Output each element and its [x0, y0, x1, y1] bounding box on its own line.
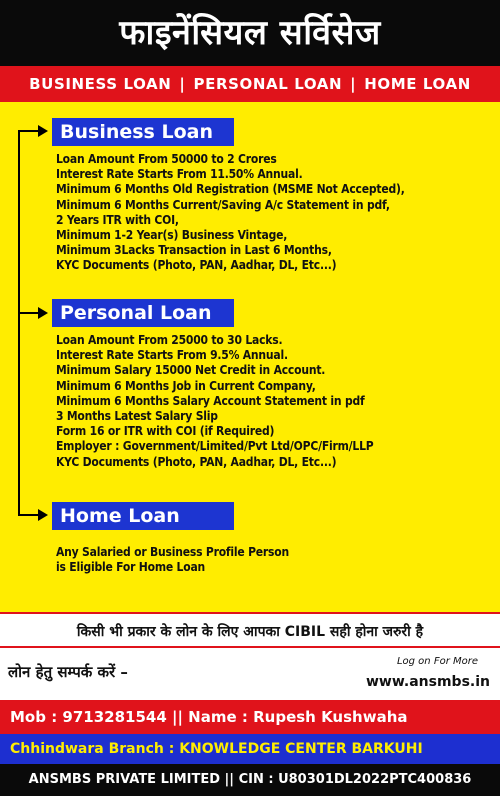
- cibil-note: किसी भी प्रकार के लोन के लिए आपका CIBIL सही होना जरुरी है: [0, 612, 500, 648]
- detail-line: Loan Amount From 50000 to 2 Crores: [56, 152, 277, 166]
- separator: |: [350, 75, 357, 93]
- header-title: फाइनेंसियल सर्विसेज: [0, 0, 500, 66]
- detail-line: Minimum 1-2 Year(s) Business Vintage,: [56, 228, 288, 243]
- section-title-personal-loan: Personal Loan: [52, 299, 234, 327]
- personal-loan-details: [56, 333, 373, 470]
- detail-line: Any Salaried or Business Profile Person: [56, 545, 289, 559]
- arrow-right-icon: [38, 307, 48, 319]
- connector-branch: [18, 130, 40, 132]
- contact-label: लोन हेतु सम्पर्क करें –: [8, 663, 128, 681]
- arrow-right-icon: [38, 509, 48, 521]
- branch-info: Chhindwara Branch : KNOWLEDGE CENTER BARKUHI: [0, 734, 500, 764]
- detail-line: Form 16 or ITR with COI (if Required): [56, 424, 275, 439]
- connector-branch: [18, 514, 40, 516]
- detail-line: Interest Rate Starts From 11.50% Annual.: [56, 167, 303, 182]
- connector-line: [18, 130, 20, 514]
- service-business-loan: BUSINESS LOAN: [29, 75, 172, 93]
- detail-line: 2 Years ITR with COI,: [56, 212, 179, 227]
- detail-line: Minimum 3Lacks Transaction in Last 6 Months,: [56, 243, 332, 258]
- website-link[interactable]: www.ansmbs.in: [366, 674, 490, 690]
- detail-line: Minimum 6 Months Old Registration (MSME Not Accepted),: [56, 182, 405, 197]
- loan-details-panel: [0, 102, 500, 612]
- detail-line: Minimum 6 Months Current/Saving A/c Statement in pdf,: [56, 197, 390, 212]
- detail-line: Minimum 6 Months Salary Account Statement in pdf: [56, 393, 365, 408]
- mobile-contact: Mob : 9713281544 || Name : Rupesh Kushwaha: [0, 700, 500, 734]
- arrow-right-icon: [38, 125, 48, 137]
- detail-line: is Eligible For Home Loan: [56, 560, 206, 575]
- detail-line: Minimum 6 Months Job in Current Company,: [56, 378, 316, 393]
- home-loan-details: [56, 545, 289, 575]
- section-title-business-loan: Business Loan: [52, 118, 234, 146]
- detail-line: Minimum Salary 15000 Net Credit in Account.: [56, 363, 326, 378]
- contact-area: [0, 648, 500, 700]
- connector-branch: [18, 312, 40, 314]
- detail-line: Loan Amount From 25000 to 30 Lacks.: [56, 333, 283, 347]
- detail-line: KYC Documents (Photo, PAN, Aadhar, DL, Etc...): [56, 258, 337, 273]
- service-home-loan: HOME LOAN: [364, 75, 471, 93]
- log-on-text: Log on For More: [396, 656, 478, 667]
- detail-line: Interest Rate Starts From 9.5% Annual.: [56, 348, 288, 363]
- detail-line: 3 Months Latest Salary Slip: [56, 409, 218, 424]
- company-cin: ANSMBS PRIVATE LIMITED || CIN : U80301DL2022PTC400836: [0, 764, 500, 796]
- services-bar: [0, 66, 500, 102]
- detail-line: KYC Documents (Photo, PAN, Aadhar, DL, Etc...): [56, 454, 337, 469]
- separator: |: [179, 75, 186, 93]
- section-title-home-loan: Home Loan: [52, 502, 234, 530]
- detail-line: Employer : Government/Limited/Pvt Ltd/OPC/Firm/LLP: [56, 439, 374, 454]
- business-loan-details: [56, 152, 405, 274]
- service-personal-loan: PERSONAL LOAN: [193, 75, 343, 93]
